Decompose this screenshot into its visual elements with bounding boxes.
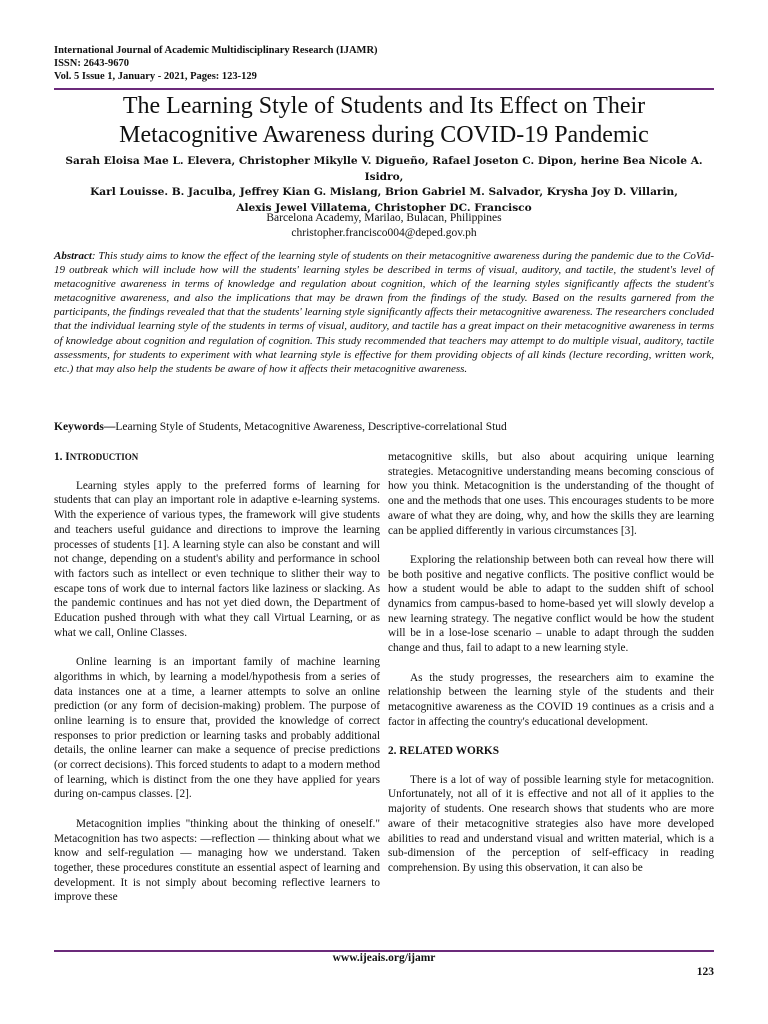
journal-issn: ISSN: 2643-9670: [54, 58, 129, 69]
paragraph: There is a lot of way of possible learning style for metacognition. Unfortunately, not all of it is effective and not all of it applies to the majority of students. One research shows that students who are more aware of their metacognitive strategies also have more developed abilities to read and understand visual and written material, which is a sub-dimension of the perception of self-efficacy in reading comprehension. By using this observation, it can also be: [388, 773, 714, 874]
journal-volume: Vol. 5 Issue 1, January - 2021, Pages: 123-129: [54, 71, 257, 82]
title-line-2: Metacognitive Awareness during COVID-19 Pandemic: [119, 122, 649, 148]
section-title-initial: I: [65, 451, 70, 463]
section-title-rest: NTRODUCTION: [69, 452, 139, 462]
section-heading-introduction: [54, 450, 380, 465]
paragraph: Online learning is an important family of machine learning algorithms in which, by learning a model/hypothesis from a series of data instances one at a time, a learner attempts to solve an online prediction (or any form of decision-making) problem. The purpose of online learning is to ensure that, provided the knowledge of correct responses to prior prediction or learning tasks and probably additional details, the online learner can make a sequence of precise predictions (or correct decisions). This forced students to adapt to a modern method of learning, which is distinct from the one they have applied for years during on-campus classes. [2].: [54, 656, 380, 801]
paper-title: [54, 92, 714, 150]
authors-line-2: Karl Louisse. B. Jaculba, Jeffrey Kian G. Mislang, Brion Gabriel M. Salvador, Krysha Joy D. Villarin,: [90, 186, 678, 198]
section-number: 1.: [54, 451, 66, 463]
keywords-text: Learning Style of Students, Metacognitive Awareness, Descriptive-correlational Stud: [115, 421, 507, 433]
abstract: [54, 249, 714, 376]
left-column: [54, 450, 380, 920]
affiliation-block: [54, 211, 714, 241]
abstract-text: : This study aims to know the effect of the learning style of students on their metacognitive awareness during the pandemic due to the CoVid-19 outbreak which will include how will the students' learning styles be described in terms of visual, auditory, and tactile, the student's level of metacognitive awareness in terms of knowledge and regulation about cognition, which of the learning styles significantly affects the student's metacognitive awareness, and also the implications that may be drawn from the findings of the study. Based on the results garnered from the participants, the findings revealed that that the students' learning style significantly affects their metacognitive awareness. The researchers concluded that the individual learning style of the students in terms of visual, auditory, and tactile has a great impact on their metacognitive awareness in terms of knowledge about cognition and regulation of cognition. This study recommended that teachers may attempt to do multiple visual, auditory, tactile assessments, for students to experiment with what learning style is effective for them providing objects of all kinds (lecture recording, written work, etc.) that may also help the students be aware of how it affects their metacognitive awareness.: [54, 250, 714, 375]
abstract-label: Abstract: [54, 250, 92, 262]
footer-url: www.ijeais.org/ijamr: [332, 952, 436, 964]
keywords-label: Keywords—: [54, 421, 116, 433]
authors-line-3: Alexis Jewel Villatema, Christopher DC. Francisco: [236, 201, 532, 214]
right-column: [388, 450, 714, 890]
title-line-1: The Learning Style of Students and Its Effect on Their: [122, 93, 646, 119]
paragraph: Exploring the relationship between both can reveal how there will be both positive and negative conflicts. The positive conflict would be how a student would be able to adapt to the sudden shift of school dynamics from campus-based to home-based yet will slowly develop a new learning strategy. The negative conflict would be how the student will be in a lose-lose scenario – unable to adapt through the sudden change and thus, fail to adapt to a new learning style.: [388, 553, 714, 655]
author-email: christopher.francisco004@deped.gov.ph: [291, 227, 477, 239]
paragraph: Metacognition implies "thinking about the thinking of oneself." Metacognition has two aspects: —reflection — thinking about what we know and self-regulation — managing how we understand. Taken together, these procedures constitute an essential aspect of learning and development. It is not simply about becoming reflective learners to improve these: [54, 817, 380, 904]
journal-header: [54, 44, 378, 83]
section-heading-related-works: 2. RELATED WORKS: [388, 745, 500, 758]
paragraph: metacognitive skills, but also about acquiring unique learning strategies. Metacognitive understanding means becoming conscious of how you think. Metacognition is the understanding of the thought of one and the methods that one uses. This encourages students to be more aware of what they are doing, why, and how the skills they are learning can be applied differently in various circumstances [3].: [388, 451, 714, 537]
paragraph: Learning styles apply to the preferred forms of learning for students that can play an important role in adaptive e-learning systems. With the experience of various types, the framework will give students and teachers useful guidance and directions to improve the learning processes of students [1]. A learning style can also be constant and will not change, depending on a student's ability and performance in school with factors such as intellect or even technique to slither their way to escape tons of work due to internal factors like laziness or slacking. As the pandemic continues and has not yet died down, the Department of Education pushed through with what they call Virtual Learning, or as what we call, Online Classes.: [54, 479, 380, 639]
paragraph: As the study progresses, the researchers aim to examine the relationship between the learning style of the students and their metacognitive awareness as the COVID 19 continues as a crisis and a factor in affecting the country's educational development.: [388, 671, 714, 728]
keywords: [54, 420, 714, 435]
author-list: [54, 154, 714, 216]
header-divider: [54, 88, 714, 90]
affiliation: Barcelona Academy, Marilao, Bulacan, Philippines: [266, 212, 502, 224]
authors-line-1: Sarah Eloisa Mae L. Elevera, Christopher Mikylle V. Digueño, Rafael Joseton C. Dipon, herine Bea Nicole A. Isidro,: [65, 155, 703, 183]
page-number: 123: [696, 966, 714, 978]
journal-name: International Journal of Academic Multidisciplinary Research (IJAMR): [54, 45, 378, 56]
